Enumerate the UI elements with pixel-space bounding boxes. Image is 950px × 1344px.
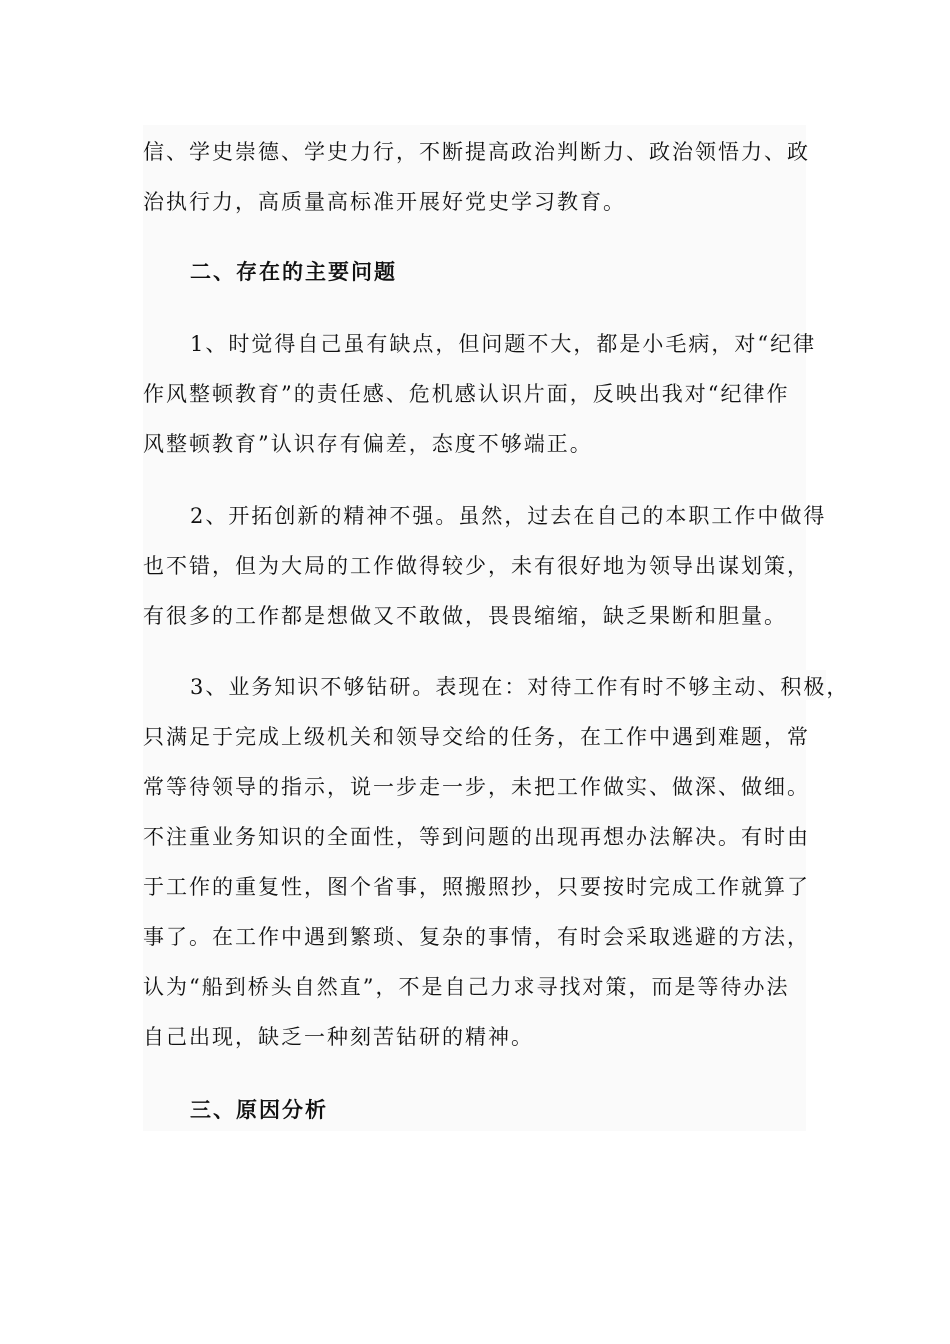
paragraph-line: 不注重业务知识的全面性，等到问题的出现再想办法解决。有时由 [143, 825, 810, 849]
paragraph-line: 作风整顿教育”的责任感、危机感认识片面，反映出我对“纪律作 [143, 382, 790, 406]
document-body [143, 125, 850, 1131]
paragraph-line: 有很多的工作都是想做又不敢做，畏畏缩缩，缺乏果断和胆量。 [143, 604, 787, 628]
paragraph-line: 常等待领导的指示，说一步走一步，未把工作做实、做深、做细。 [143, 775, 810, 799]
section-heading: 二、存在的主要问题 [190, 259, 397, 284]
paragraph-line: 只满足于完成上级机关和领导交给的任务，在工作中遇到难题，常 [143, 725, 810, 749]
paragraph-line: 事了。在工作中遇到繁琐、复杂的事情，有时会采取逃避的方法， [143, 925, 810, 949]
paragraph-line: 自己出现，缺乏一种刻苦钻研的精神。 [143, 1025, 534, 1049]
paragraph-line: 也不错，但为大局的工作做得较少，未有很好地为领导出谋划策， [143, 554, 810, 578]
paragraph-line: 于工作的重复性，图个省事，照搬照抄，只要按时完成工作就算了 [143, 875, 810, 899]
paragraph-line: 2、开拓创新的精神不强。虽然，过去在自己的本职工作中做得 [190, 504, 827, 528]
paragraph-line: 1、时觉得自己虽有缺点，但问题不大，都是小毛病，对“纪律 [190, 332, 817, 356]
paragraph-line: 风整顿教育”认识存有偏差，态度不够端正。 [143, 432, 593, 456]
intro-line: 信、学史崇德、学史力行，不断提高政治判断力、政治领悟力、政 [143, 140, 810, 164]
paragraph-line: 认为“船到桥头自然直”，不是自己力求寻找对策，而是等待办法 [143, 975, 790, 999]
section-heading: 三、原因分析 [190, 1097, 328, 1122]
intro-line: 治执行力，高质量高标准开展好党史学习教育。 [143, 190, 626, 214]
paragraph-line: 3、业务知识不够钻研。表现在：对待工作有时不够主动、积极， [190, 675, 850, 699]
